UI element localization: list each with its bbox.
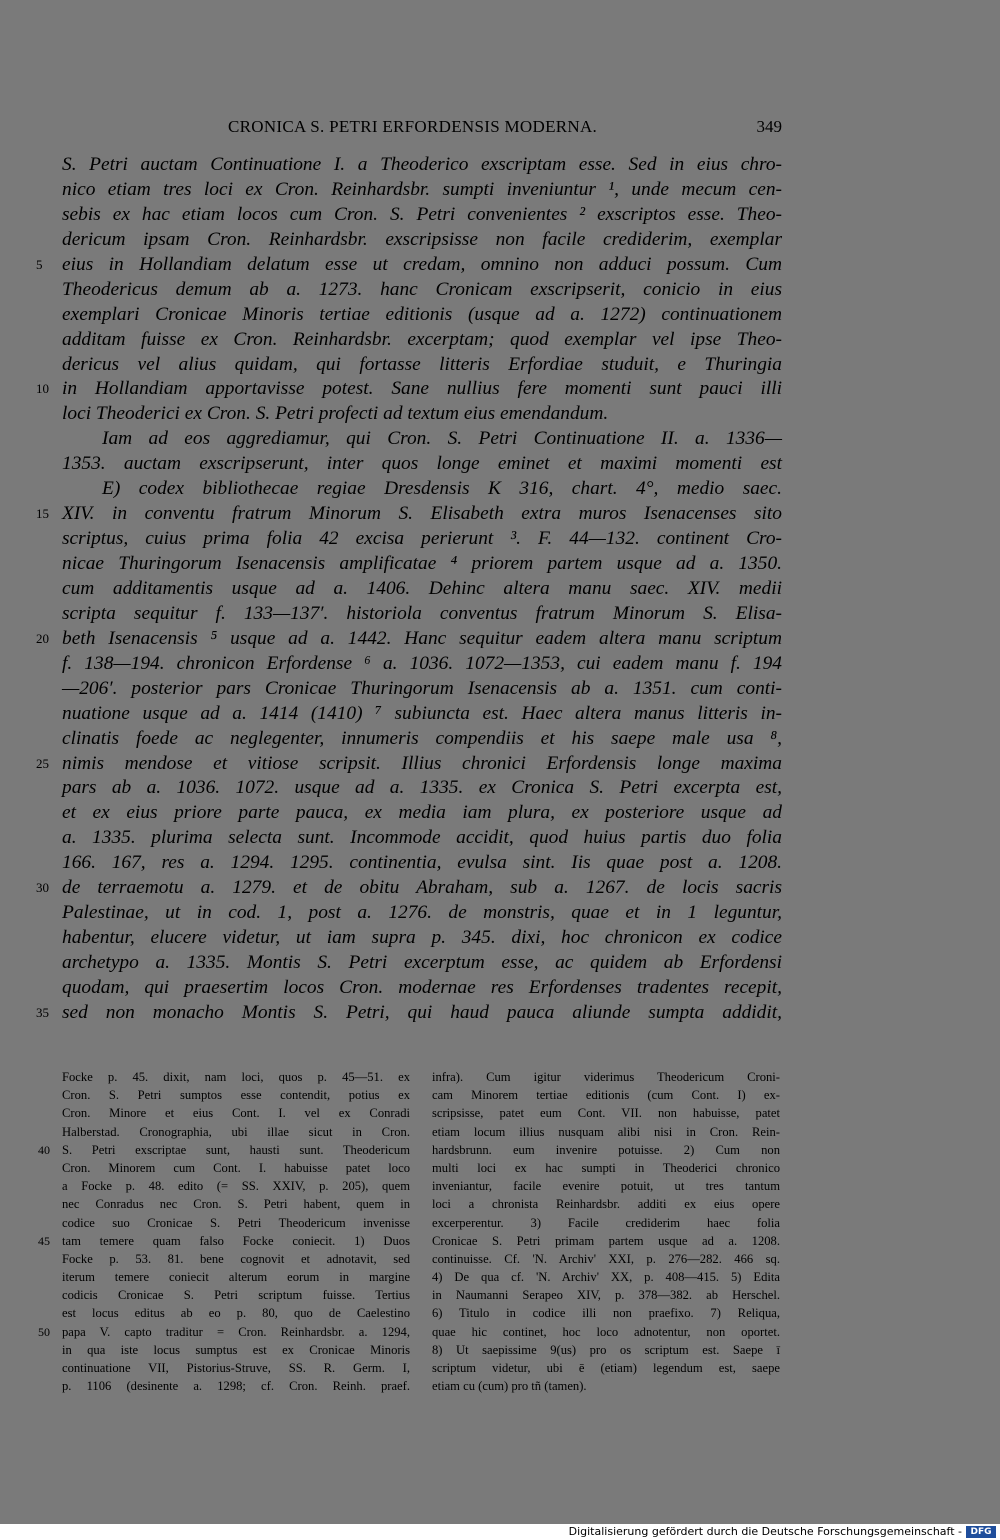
footnote-line [62,1068,410,1086]
footnote-line: etiam locum illius nusquam alibi nisi in Cron. Rein- [432,1124,780,1139]
text-line [36,1001,782,1026]
line-text: f. 138—194. chronicon Erfordense ⁶ a. 1036. 1072—1353, cui eadem manu f. 194 [62,652,782,674]
footnote-text: p. 1106 (desinente a. 1298; cf. Cron. Reinh. praef. [62,1379,410,1394]
footnote-text: in qua iste locus sumptus est ex Cronicae Minoris [62,1342,410,1357]
text-line [62,577,782,602]
line-text: clinatis foede ac neglegenter, innumeris compendiis et his saepe male usa ⁸, [62,727,782,749]
text-line [62,303,782,328]
footnote-line: inveniantur, facile evenire potuit, ut tres tantum [432,1179,780,1194]
text-line [62,851,782,876]
text-line [62,153,782,178]
footnote-text: Halberstad. Cronographia, ubi illae sicut in Cron. [62,1124,410,1139]
footnote-line: quae hic continet, hoc loco adnotentur, non oportet. [432,1324,780,1339]
text-line [62,228,782,253]
footnote-text: Cron. Minorem cum Cont. I. habuisse patet loco [62,1160,410,1175]
footnote-line [62,1359,410,1377]
line-text: dericus vel alius quidam, qui fortasse litteris Erfordiae studuit, e Thuringia [62,353,782,375]
footnote-line [62,1159,410,1177]
footnotes-left-column [38,1068,410,1395]
footnote-line [62,1195,410,1213]
line-number: 45 [38,1233,50,1248]
text-line [62,452,782,477]
text-line [62,776,782,801]
line-number: 10 [36,381,49,397]
footnote-text: Cron. S. Petri sumptos esse contendit, potius ex [62,1088,410,1103]
footnote-text: Cron. Minore et eius Cont. I. vel ex Conradi [62,1106,410,1121]
text-line [62,901,782,926]
text-line [62,602,782,627]
line-text: Iam ad eos aggrediamur, qui Cron. S. Petri Continuatione II. a. 1336— [102,428,782,450]
line-text: scripta sequitur f. 133—137′. historiola conventus fratrum Minorum S. Elisa- [62,602,782,624]
footnote-text: S. Petri exscriptae sunt, hausti sunt. Theodericum [62,1142,410,1157]
footnote-line [62,1086,410,1104]
text-line [36,253,782,278]
line-number: 40 [38,1142,50,1157]
footnote-text: a Focke p. 48. edito (= SS. XXIV, p. 205), quem [62,1179,410,1194]
footnote-line: multi loci ex hac sumpti in Theoderici chronico [432,1160,780,1175]
line-text: dericum ipsam Cron. Reinhardsbr. exscripsisse non facile crediderim, exemplar [62,228,782,250]
text-line [62,527,782,552]
line-text: sebis ex hac etiam locos cum Cron. S. Petri convenientes ² exscriptos esse. Theo- [62,203,782,225]
footnote-line: continuisse. Cf. 'N. Archiv' XXI, p. 276—282. 466 sq. [432,1251,780,1266]
footnote-line: 6) Titulo in codice illi non praefixo. 7) Reliqua, [432,1306,780,1321]
footnote-text: iterum temere coniecit alterum eorum in margine [62,1270,410,1285]
footnote-line [62,1268,410,1286]
footnote-text: codicis Cronicae S. Petri scriptum fuisse. Tertius [62,1288,410,1303]
footnote-text: continuatione VII, Pistorius-Struve, SS. R. Germ. I, [62,1361,410,1375]
footnote-line [62,1104,410,1122]
page-number: 349 [756,117,782,136]
line-text: XIV. in conventu fratrum Minorum S. Elisabeth extra muros Isenacenses sito [62,503,782,525]
line-number: 5 [36,256,43,272]
line-number: 20 [36,630,49,646]
footnote-line: scriptum videtur, ubi ē (etiam) legendum est, saepe [432,1361,780,1375]
line-text: E) codex bibliothecae regiae Dresdensis K 316, chart. 4°, medio saec. [102,478,782,500]
footnote-line: cam Minorem tertiae editionis (cum Cont. I) ex- [432,1088,780,1103]
main-text-body [36,153,782,1026]
line-text: Theodericus demum ab a. 1273. hanc Cronicam exscripserit, conicio in eius [62,278,782,300]
footnote-line [62,1250,410,1268]
line-text: nico etiam tres loci ex Cron. Reinhardsbr. sumpti inveniuntur ¹, unde mecum cen- [62,178,782,200]
line-text: et ex eius priore parte pauca, ex media iam plura, ex posteriore usque ad [62,802,782,824]
footnote-line [62,1286,410,1304]
line-text: nuatione usque ad a. 1414 (1410) ⁷ subiuncta est. Haec altera manus litteris in- [62,702,782,724]
text-line [62,552,782,577]
dfg-logo: DFG [966,1526,996,1538]
footnote-line: scripsisse, patet eum Cont. VII. non habuisse, patet [432,1106,780,1121]
line-text: 1353. auctam exscripserunt, inter quos longe eminet et maximi momenti est [62,453,782,475]
line-text: S. Petri auctam Continuatione I. a Theoderico exscriptam esse. Sed in eius chro- [62,154,782,175]
text-line [62,328,782,353]
footnote-line [62,1341,410,1359]
text-line [62,976,782,1001]
text-line [36,752,782,777]
text-line [62,677,782,702]
line-number: 30 [36,880,49,896]
footnote-line [38,1141,410,1159]
text-line [62,801,782,826]
footnote-line: infra). Cum igitur viderimus Theodericum Croni- [432,1070,780,1084]
line-text: beth Isenacensis ⁵ usque ad a. 1442. Hanc sequitur eadem altera manu scriptum [62,627,782,649]
footnote-line: 8) Ut saepissime 9(us) pro os scriptum est. Saepe ī [432,1342,780,1357]
footnote-line: 4) De qua cf. 'N. Archiv' XX, p. 408—415. 5) Edita [432,1270,780,1285]
running-title: CRONICA S. PETRI ERFORDENSIS MODERNA. [228,117,598,136]
line-text: scriptus, cuius prima folia 42 excisa perierunt ³. F. 44—132. continent Cro- [62,528,782,550]
line-number: 35 [36,1004,49,1020]
line-text: cum additamentis usque ad a. 1406. Dehinc altera manu saec. XIV. medii [62,577,782,599]
line-text: additam fuisse ex Cron. Reinhardsbr. excerptam; quod exemplar vel ipse Theo- [62,328,782,350]
footnote-line [62,1377,410,1395]
footnote-line [62,1177,410,1195]
footnote-line: loci a chronista Reinhardsbr. additi ex eius opere [432,1197,780,1212]
text-line [36,876,782,901]
text-line [36,377,782,402]
line-text: loci Theoderici ex Cron. S. Petri profecti ad textum eius emendandum. [62,403,609,425]
text-line [62,203,782,228]
funding-credit: Digitalisierung gefördert durch die Deutsche Forschungsgemeinschaft - [568,1525,962,1538]
text-line [62,353,782,378]
footnote-line: Cronicae S. Petri primam partem usque ad a. 1208. [432,1233,780,1248]
text-line [62,826,782,851]
footnote-line [62,1214,410,1232]
line-text: exemplari Cronicae Minoris tertiae editionis (usque ad a. 1272) continuationem [62,303,782,325]
line-text: nimis mendose et vitiose scripsit. Illius chronici Erfordensis longe maxima [62,752,782,774]
line-text: de terraemotu a. 1279. et de obitu Abraham, sub a. 1267. de locis sacris [62,877,782,899]
line-text: —206′. posterior pars Cronicae Thuringorum Isenacensis ab a. 1351. cum conti- [62,677,782,699]
line-text: sed non monacho Montis S. Petri, qui haud pauca aliunde sumpta addidit, [62,1001,782,1023]
footnote-line: in Naumanni Serapeo XIV, p. 378—382. ab Herschel. [432,1288,780,1303]
text-line [36,502,782,527]
footnote-text: Focke p. 53. 81. bene cognovit et adnotavit, sed [62,1251,410,1266]
text-line [62,477,782,502]
line-text: in Hollandiam apportavisse potest. Sane nullius fere momenti sunt pauci illi [62,378,782,400]
footnote-text: codice suo Cronicae S. Petri Theodericum invenisse [62,1215,410,1230]
line-text: quodam, qui praesertim locos Cron. modernae res Erfordenses tradentes recepit, [62,976,782,998]
footnote-line [62,1304,410,1322]
text-line [62,926,782,951]
line-number: 15 [36,506,49,522]
line-text: habentur, elucere videtur, ut iam supra p. 345. dixi, hoc chronicon ex codice [62,927,782,949]
line-text: eius in Hollandiam delatum esse ut credam, omnino non adduci possum. Cum [62,253,782,275]
footnote-line: hardsbrunn. eum invenire potuisse. 2) Cum non [432,1142,780,1157]
line-text: archetypo a. 1335. Montis S. Petri excerptum esse, ac quidem ab Erfordensi [62,952,782,973]
line-text: a. 1335. plurima selecta sunt. Incommode accidit, quod huius partis duo folia [62,827,782,849]
text-line [62,427,782,452]
text-line [62,727,782,752]
text-line [62,951,782,976]
digitization-footer [0,1524,1000,1540]
text-line [62,402,782,427]
footnote-line [38,1323,410,1341]
line-number: 50 [38,1324,50,1339]
footnote-line [62,1123,410,1141]
footnote-text: Focke p. 45. dixit, nam loci, quos p. 45—51. ex [62,1070,410,1084]
line-text: nicae Thuringorum Isenacensis amplificatae ⁴ priorem partem usque ad a. 1350. [62,553,782,574]
footnote-text: papa V. capto traditur = Cron. Reinhardsbr. a. 1294, [62,1324,410,1339]
text-line [62,178,782,203]
footnote-text: tam temere quam falso Focke coniecit. 1) Duos [62,1233,410,1248]
footnote-text: est locus editus ab eo p. 80, quo de Caelestino [62,1306,410,1321]
text-line [62,278,782,303]
line-number: 25 [36,755,49,771]
line-text: Palestinae, ut in cod. 1, post a. 1276. de monstris, quae et in 1 leguntur, [62,902,782,924]
line-text: pars ab a. 1036. 1072. usque ad a. 1335. ex Cronica S. Petri excerpta est, [62,777,782,799]
footnote-text: nec Conradus nec Cron. S. Petri habent, quem in [62,1197,410,1212]
text-line [62,702,782,727]
footnote-line: etiam cu (cum) pro tñ (tamen). [432,1379,587,1394]
text-line [62,652,782,677]
footnote-line [38,1232,410,1250]
text-line [36,627,782,652]
line-text: 166. 167, res a. 1294. 1295. continentia, evulsa sint. Iis quae post a. 1208. [62,852,782,874]
page-header [60,117,782,141]
footnotes-right-column [432,1068,780,1395]
footnote-line: excerperentur. 3) Facile crediderim haec folia [432,1215,780,1230]
